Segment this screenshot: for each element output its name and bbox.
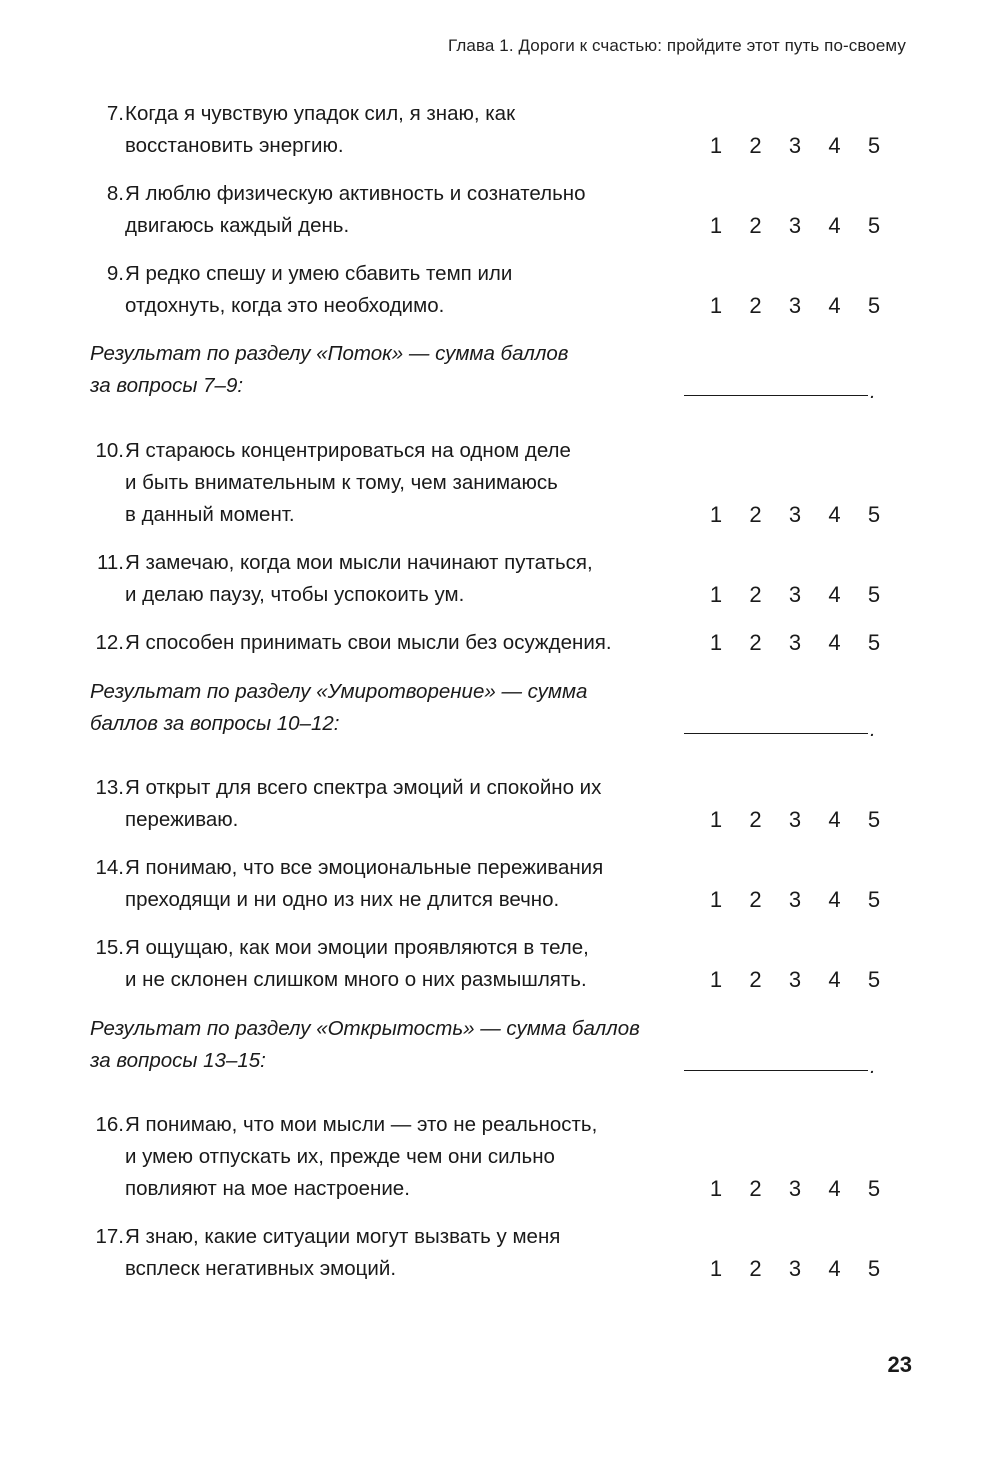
scale-option[interactable]: 3 [788,213,802,238]
scale-option[interactable]: 4 [828,213,841,238]
scale-option[interactable]: 2 [749,502,762,527]
question-number: 14. [95,856,124,879]
scale-option[interactable]: 2 [749,213,762,238]
rating-scale [705,627,885,659]
scale-option[interactable]: 2 [749,293,762,318]
question-number: 15. [95,936,124,959]
question-text: и умею отпускать их, прежде чем они сильно [125,1145,555,1168]
scale-option[interactable]: 3 [788,887,802,912]
question-text: Я замечаю, когда мои мысли начинают путаться, [125,551,593,574]
question-item [90,932,890,996]
question-text: всплеск негативных эмоций. [125,1257,397,1280]
scale-option[interactable]: 4 [828,1176,841,1201]
rating-scale [705,1253,885,1285]
scale-option[interactable]: 5 [867,582,881,607]
scale-option[interactable]: 1 [709,630,723,655]
question-text: и не склонен слишком много о них размышлять. [125,968,587,991]
question-text: повлияют на мое настроение. [125,1177,410,1200]
question-item [90,258,890,322]
scale-option[interactable]: 4 [828,133,841,158]
scale-option[interactable]: 1 [709,967,723,992]
scale-option[interactable]: 3 [788,502,802,527]
question-text: Я понимаю, что мои мысли — это не реальность, [125,1113,598,1136]
scale-option[interactable]: 3 [788,630,802,655]
result-answer-line[interactable] [684,733,868,734]
question-number: 10. [95,439,124,462]
question-text: Я понимаю, что все эмоциональные переживания [125,856,604,879]
section-result [90,1013,890,1077]
scale-option[interactable]: 1 [709,293,723,318]
question-number: 11. [97,551,124,574]
scale-option[interactable]: 3 [788,1256,802,1281]
scale-option[interactable]: 4 [828,630,841,655]
scale-option[interactable]: 3 [788,1176,802,1201]
question-text: переживаю. [125,808,239,831]
scale-option[interactable]: 3 [788,967,802,992]
scale-option[interactable]: 1 [709,213,723,238]
question-text: Я открыт для всего спектра эмоций и спокойно их [125,776,602,799]
rating-scale [705,290,885,322]
scale-option[interactable]: 2 [749,807,762,832]
question-item [90,627,890,659]
result-text: Результат по разделу «Умиротворение» — сумма [90,680,588,703]
scale-option[interactable]: 4 [828,807,841,832]
scale-option[interactable]: 3 [788,807,802,832]
scale-option[interactable]: 4 [828,293,841,318]
scale-option[interactable]: 5 [867,630,881,655]
rating-scale [705,804,885,836]
scale-option[interactable]: 5 [867,807,881,832]
result-text: баллов за вопросы 10–12: [90,712,340,735]
scale-option[interactable]: 5 [867,1256,881,1281]
scale-option[interactable]: 5 [867,293,881,318]
result-end-mark: . [870,1056,876,1078]
question-item [90,98,890,162]
question-text: Я люблю физическую активность и сознательно [125,182,586,205]
scale-option[interactable]: 4 [828,967,841,992]
scale-option[interactable]: 5 [867,133,881,158]
question-number: 16. [95,1113,124,1136]
question-text: Я способен принимать свои мысли без осуждения. [125,631,612,654]
scale-option[interactable]: 2 [749,887,762,912]
scale-option[interactable]: 1 [709,807,723,832]
question-item [90,178,890,242]
question-text: и быть внимательным к тому, чем занимаюсь [125,471,558,494]
scale-option[interactable]: 2 [749,582,762,607]
result-end-mark: . [870,719,876,741]
result-answer-line[interactable] [684,395,868,396]
question-item [90,1221,890,1285]
question-number: 9. [106,262,124,285]
scale-option[interactable]: 1 [709,133,723,158]
question-text: преходящи и ни одно из них не длится вечно. [125,888,560,911]
page-number: 23 [887,1352,912,1377]
rating-scale [705,210,885,242]
scale-option[interactable]: 2 [749,1176,762,1201]
question-number: 7. [106,102,124,125]
scale-option[interactable]: 2 [749,1256,762,1281]
rating-scale [705,130,885,162]
question-number: 17. [95,1225,124,1248]
question-item [90,1109,890,1205]
question-text: двигаюсь каждый день. [125,214,350,237]
question-item [90,435,890,531]
scale-option[interactable]: 1 [709,582,723,607]
scale-option[interactable]: 5 [867,502,881,527]
scale-option[interactable]: 2 [749,967,762,992]
scale-option[interactable]: 4 [828,1256,841,1281]
question-item [90,547,890,611]
question-text: Я редко спешу и умею сбавить темп или [125,262,513,285]
running-head: Глава 1. Дороги к счастью: пройдите этот путь по-своему [448,36,906,55]
section-result [90,676,890,740]
question-text: Я знаю, какие ситуации могут вызвать у меня [125,1225,561,1248]
rating-scale [705,579,885,611]
question-text: отдохнуть, когда это необходимо. [125,294,445,317]
scale-option[interactable]: 1 [709,502,723,527]
question-text: Когда я чувствую упадок сил, я знаю, как [125,102,516,125]
question-text: Я ощущаю, как мои эмоции проявляются в теле, [125,936,589,959]
result-text: за вопросы 13–15: [90,1049,266,1072]
rating-scale [705,884,885,916]
question-text: Я стараюсь концентрироваться на одном деле [125,439,571,462]
rating-scale [705,499,885,531]
scale-option[interactable]: 4 [828,502,841,527]
section-result [90,338,890,402]
scale-option[interactable]: 5 [867,887,881,912]
question-number: 13. [95,776,124,799]
result-text: за вопросы 7–9: [90,374,244,397]
question-item [90,852,890,916]
result-text: Результат по разделу «Поток» — сумма баллов [90,342,569,365]
scale-option[interactable]: 2 [749,630,762,655]
rating-scale [705,964,885,996]
scale-option[interactable]: 2 [749,133,762,158]
question-text: восстановить энергию. [125,134,344,157]
scale-option[interactable]: 4 [828,582,841,607]
scale-option[interactable]: 5 [867,967,881,992]
scale-option[interactable]: 3 [788,293,802,318]
scale-option[interactable]: 3 [788,582,802,607]
question-text: и делаю паузу, чтобы успокоить ум. [125,583,465,606]
scale-option[interactable]: 5 [867,1176,881,1201]
scale-option[interactable]: 1 [709,1256,723,1281]
scale-option[interactable]: 1 [709,1176,723,1201]
scale-option[interactable]: 3 [788,133,802,158]
question-number: 8. [106,182,124,205]
result-end-mark: . [870,381,876,403]
result-text: Результат по разделу «Открытость» — сумма баллов [90,1017,640,1040]
result-answer-line[interactable] [684,1070,868,1071]
scale-option[interactable]: 1 [709,887,723,912]
question-number: 12. [95,631,124,654]
scale-option[interactable]: 4 [828,887,841,912]
rating-scale [705,1173,885,1205]
question-item [90,772,890,836]
scale-option[interactable]: 5 [867,213,881,238]
question-text: в данный момент. [125,503,295,526]
